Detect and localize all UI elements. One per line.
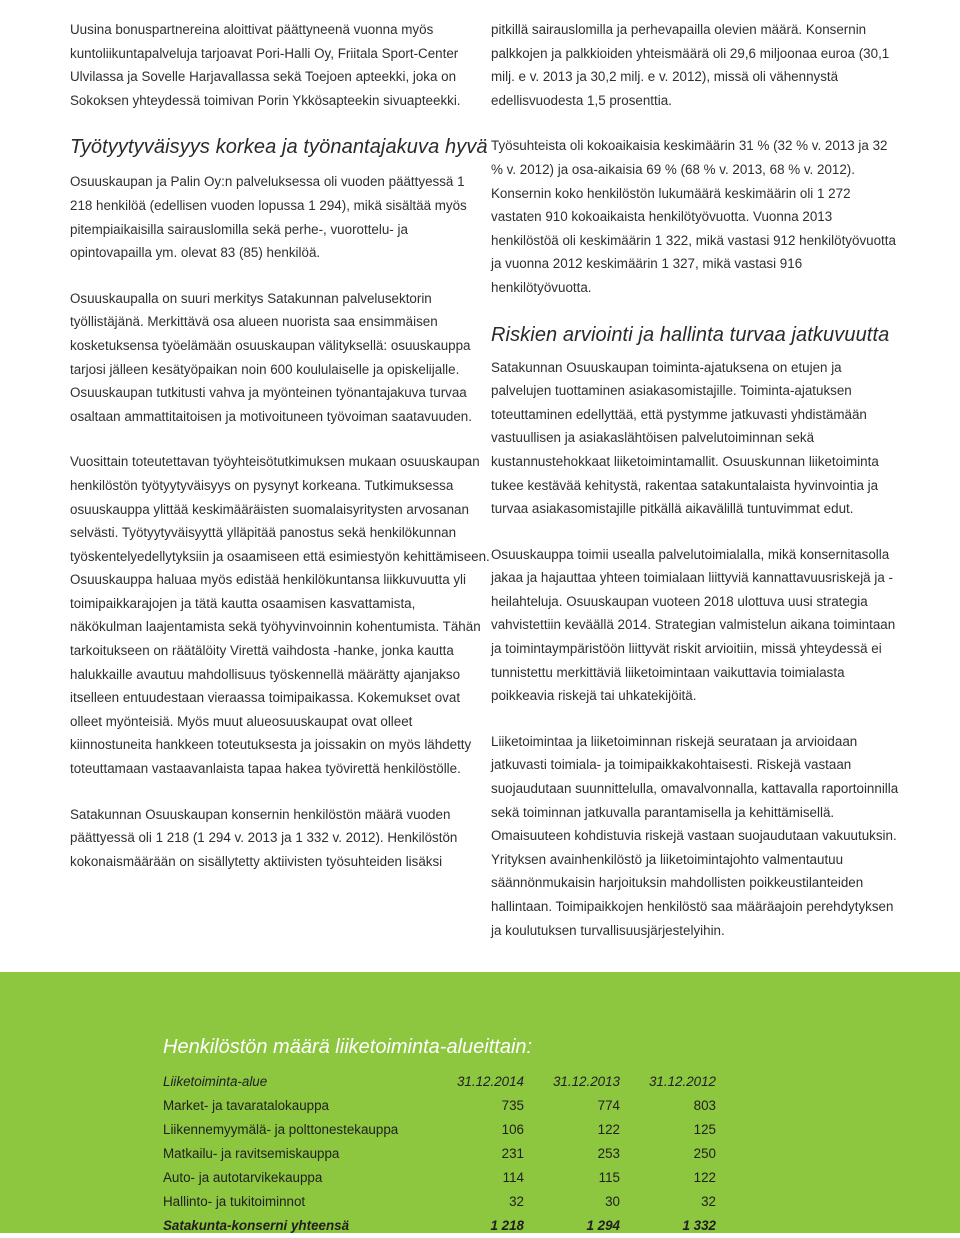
- table-total-row: [163, 1214, 716, 1238]
- table-cell: 125: [693, 1122, 716, 1137]
- table-cell: Liikennemyymälä- ja polttonestekauppa: [163, 1122, 399, 1137]
- table-cell: 231: [501, 1146, 524, 1161]
- table-header-cell: 31.12.2012: [648, 1074, 716, 1089]
- staff-table: [163, 1070, 716, 1238]
- section-heading: Riskien arviointi ja hallinta turvaa jatkuvuutta: [491, 323, 890, 346]
- table-row: [163, 1142, 716, 1166]
- right-column: [491, 18, 901, 964]
- table-cell: 122: [693, 1170, 716, 1185]
- table-cell: 803: [693, 1098, 716, 1113]
- table-cell: Matkailu- ja ravitsemiskauppa: [163, 1146, 340, 1161]
- table-header-cell: Liiketoiminta-alue: [163, 1074, 268, 1089]
- table-cell: Auto- ja autotarvikekauppa: [163, 1170, 323, 1185]
- paragraph: Työsuhteista oli kokoaikaisia keskimäärin 31 % (32 % v. 2013 ja 32 % v. 2012) ja osa-aikaisia 69 % (68 % v. 2013, 68 % v. 2012). Konsernin koko henkilöstön lukumäärä keskimäärin oli 1 272 vastaten 910 kokoaikaista henkilötyövuotta. Vuonna 2013 henkilöstöä oli keskimäärin 1 322, mikä vastasi 912 henkilötyövuotta ja vuonna 2012 keskimäärin 1 327, mikä vastasi 916 henkilötyövuotta.: [491, 138, 896, 295]
- paragraph: Vuosittain toteutettavan työyhteisötutkimuksen mukaan osuuskaupan henkilöstön työtyytyväisyys on pysynyt korkeana. Tutkimuksessa osuuskauppa ylittää keskimääräisten suomalaisyritysten arvosanan selvästi. Työtyytyväisyyttä ylläpitää panostus sekä henkilökunnan työskentelyedellytyksiin ja osaamiseen että esimiestyön kehittämiseen. Osuuskauppa haluaa myös edistää henkilökuntansa liikkuvuutta yli toimipaikkarajojen ja tätä kautta osaamisen kasvattamista, näkökulman laajentamista sekä työhyvinvoinnin kohentumista. Tähän tarkoitukseen on räätälöity Virettä vaihdosta -hanke, jonka kautta halukkaille avautuu mahdollisuus työskennellä määrätty ajanjakso itselleen entuudestaan vieraassa toimipaikassa. Kokemukset ovat olleet myönteisiä. Myös muut alueosuuskaupat ovat olleet kiinnostuneita hankkeen toteutuksesta ja joissakin on myös lähdetty toteuttamaan vastaavanlaista tapaa hakea työvirettä henkilöstölle.: [70, 454, 490, 777]
- table-cell: 122: [597, 1122, 620, 1137]
- table-cell: Hallinto- ja tukitoiminnot: [163, 1194, 306, 1209]
- table-cell: 253: [597, 1146, 620, 1161]
- table-cell: 114: [502, 1170, 524, 1185]
- paragraph: Satakunnan Osuuskaupan konsernin henkilöstön määrä vuoden päättyessä oli 1 218 (1 294 v. 2013 ja 1 332 v. 2012). Henkilöstön kokonaismäärään on sisällytetty aktiivisten työsuhteiden lisäksi: [70, 806, 458, 869]
- staff-table-panel: [0, 972, 960, 1233]
- left-column: [70, 18, 490, 895]
- table-cell: 1 294: [586, 1218, 620, 1233]
- table-cell: 774: [597, 1098, 620, 1113]
- table-cell: Satakunta-konserni yhteensä: [163, 1218, 350, 1233]
- section-heading: Työtyytyväisyys korkea ja työnantajakuva hyvä: [70, 136, 488, 159]
- table-row: [163, 1190, 716, 1214]
- table-row: [163, 1118, 716, 1142]
- table-header-cell: 31.12.2014: [456, 1074, 524, 1089]
- paragraph: Satakunnan Osuuskaupan toiminta-ajatuksena on etujen ja palvelujen tuottaminen asiakasomistajille. Toiminta-ajatuksen toteuttaminen edellyttää, että pystymme jatkuvasti yhdistämään vastuullisen ja asiakaslähtöisen palvelutoiminnan sekä kustannustehokkaat liiketoimintamallit. Osuuskunnan liiketoiminta tukee kestävää kehitystä, rakentaa satakuntalaista hyvinvointia ja turvaa asiakasomistajille pitkällä aikavälillä tuntuvimmat edut.: [491, 359, 879, 517]
- paragraph: Osuuskaupalla on suuri merkitys Satakunnan palvelusektorin työllistäjänä. Merkittävä osa alueen nuorista saa ensimmäisen kosketuksensa työelämään osuuskaupan välityksellä: osuuskauppa tarjosi jälleen kesätyöpaikan noin 600 koululaiselle ja opiskelijalle. Osuuskaupan tutkitusti vahva ja myönteinen työnantajakuva turvaa osaltaan ammattitaitoisen ja motivoituneen työvoiman saatavuuden.: [70, 290, 472, 424]
- table-cell: 1 332: [682, 1218, 716, 1233]
- table-cell: 30: [605, 1194, 620, 1209]
- table-cell: 32: [701, 1194, 716, 1209]
- table-cell: 115: [598, 1170, 620, 1185]
- table-row: [163, 1166, 716, 1190]
- paragraph: Uusina bonuspartnereina aloittivat päättyneenä vuonna myös kuntoliikuntapalveluja tarjoavat Pori-Halli Oy, Friitala Sport-Center Ulvilassa ja Sovelle Harjavallassa sekä Toejoen apteekki, joka on Sokoksen yhteydessä toimivan Porin Ykkösapteekin sivuapteekki.: [70, 22, 461, 108]
- table-cell: 250: [693, 1146, 716, 1161]
- table-cell: Market- ja tavaratalokauppa: [163, 1098, 329, 1113]
- table-cell: 106: [501, 1122, 524, 1137]
- paragraph: Osuuskauppa toimii usealla palvelutoimialalla, mikä konsernitasolla jakaa ja hajauttaa yhteen toimialaan liittyviä kannattavuusriskejä ja -heilahteluja. Osuuskaupan vuoteen 2018 ulottuva uusi strategia vahvistettiin keväällä 2014. Strategian valmistelun aikana toimintaan ja toimintaympäristöön liittyvät riskit arvioitiin, missä yhteydessä ei tunnistettu merkittäviä liiketoimintaan vaikuttavia toimialasta poikkeavia riskejä tai uhkatekijöitä.: [491, 546, 896, 704]
- table-row: [163, 1094, 716, 1118]
- table-header-row: [163, 1070, 716, 1094]
- table-title: Henkilöstön määrä liiketoiminta-alueittain:: [163, 1036, 533, 1058]
- paragraph: Osuuskaupan ja Palin Oy:n palveluksessa oli vuoden päättyessä 1 218 henkilöä (edellisen vuoden lopussa 1 294), mikä sisältää myös pitempiaikaisilla sairauslomilla sekä perhe-, vuorottelu- ja opintovapailla ym. olevat 83 (85) henkilöä.: [70, 174, 467, 261]
- table-cell: 1 218: [490, 1218, 524, 1233]
- paragraph: Liiketoimintaa ja liiketoiminnan riskejä seurataan ja arvioidaan jatkuvasti toimiala- ja toimipaikkakohtaisesti. Riskejä vastaan suojaudutaan suunnittelulla, omavalvonnalla, kattavalla raportoinnilla sekä toiminnan jatkuvalla parantamisella ja kehittämisellä. Omaisuuteen kohdistuvia riskejä vastaan suojaudutaan vakuutuksin. Yrityksen avainhenkilöstö ja liiketoimintajohto valmentautuu säännönmukaisin harjoituksin mahdollisten poikkeustilanteiden hallintaan. Toimipaikkojen henkilöstö saa määräajoin perehdytyksen ja koulutuksen turvallisuusjärjestelyihin.: [491, 733, 899, 938]
- table-header-cell: 31.12.2013: [552, 1074, 620, 1089]
- table-cell: 735: [501, 1098, 524, 1113]
- paragraph: pitkillä sairauslomilla ja perhevapailla olevien määrä. Konsernin palkkojen ja palkkioiden yhteismäärä oli 29,6 miljoonaa euroa (30,1 milj. e v. 2013 ja 30,2 milj. e v. 2012), missä oli vähennystä edellisvuodesta 1,5 prosenttia.: [491, 22, 890, 108]
- table-cell: 32: [509, 1194, 524, 1209]
